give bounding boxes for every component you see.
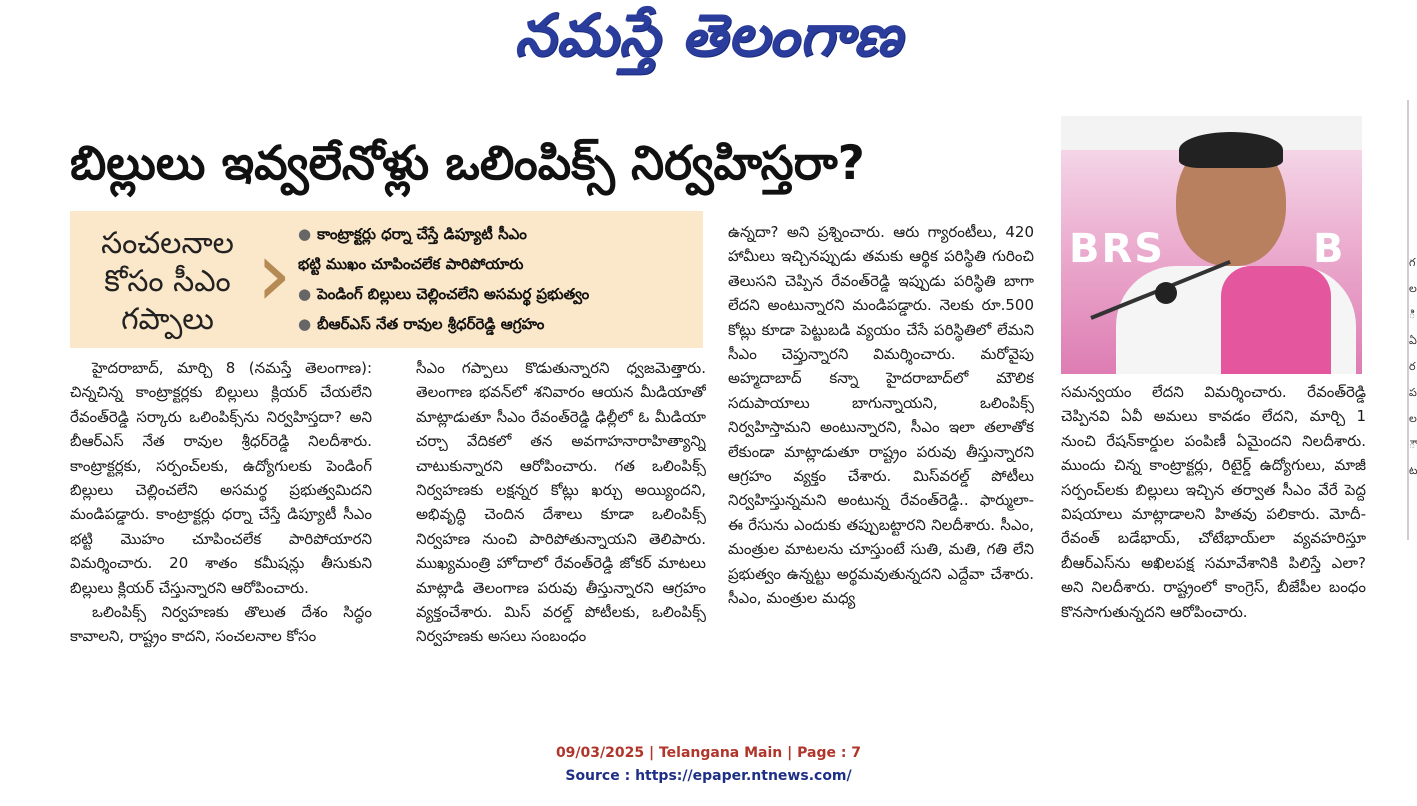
bullet-icon: ●: [298, 285, 312, 303]
strip-glyph: ట: [1409, 464, 1417, 477]
summary-box: [70, 211, 703, 348]
article-photo: [1061, 116, 1362, 374]
paragraph: ఉన్నదా? అని ప్రశ్నించారు. ఆరు గ్యారంటీలు, 420 హామీలు ఇచ్చినప్పుడు తమకు ఆర్థిక పరిస్థితి గురించి తెలుసని చెప్పిన రేవంత్‌రెడ్డి ఇప్పుడు పరిస్థితి బాగా లేదని అంటున్నారని మండిపడ్డారు. నెలకు రూ.500 కోట్లు కూడా పెట్టుబడి వ్యయం చేసే పరిస్థితిలో లేమని సీఎం చెప్తున్నారని విమర్శించారు. మరోవైపు అహ్మదాబాద్ కన్నా హైదరాబాద్‌లో మౌలిక సదుపాయాలు బాగున్నాయని, ఒలింపిక్స్ నిర్వహిస్తామని అంటున్నారని, సీఎం ఇలా తలాతోక లేకుండా మాట్లాడుతూ రాష్ట్రం పరువు తీస్తున్నారని ఆగ్రహం వ్యక్తం చేశారు. మిస్‌వరల్డ్ పోటీలు నిర్వహిస్తున్నమని అంటున్న రేవంత్‌రెడ్డి.. ఫార్ములా- ఈ రేసును ఎందుకు తప్పుబట్టారని నిలదీశారు. సీఎం, మంత్రుల మాటలను చూస్తుంటే సుతి, మతి, గతి లేని ప్రభుత్వం ఉన్నట్టు అర్థమవుతున్నదని ఎద్దేవా చేశారు. సీఎం, మంత్రుల మధ్య: [728, 223, 1034, 608]
summary-point-text: భట్టి ముఖం చూపించలేక పారిపోయారు: [298, 255, 524, 273]
masthead-logo: నమస్తే తెలంగాణ: [514, 0, 903, 69]
footer-edition-info: 09/03/2025 | Telangana Main | Page : 7: [555, 745, 862, 761]
strip-glyph: గ: [1409, 256, 1416, 269]
person-scarf: [1221, 266, 1331, 374]
footer-source-link[interactable]: Source : https://epaper.ntnews.com/: [565, 768, 852, 784]
summary-point-text: కాంట్రాక్టర్లు ధర్నా చేస్తే డిప్యూటీ సీఎం: [317, 225, 527, 243]
article-headline: బిల్లులు ఇవ్వలేనోళ్లు ఒలింపిక్స్ నిర్వహిస్తరా?: [70, 136, 865, 191]
article-column-1: [70, 356, 372, 722]
photo-brs-text-right: B: [1313, 226, 1344, 272]
paragraph: సమన్వయం లేదని విమర్శించారు. రేవంత్‌రెడ్డి చెప్పినవి ఏవీ అమలు కావడం లేదని, మార్చి 1 నుంచి రేషన్‌కార్డుల పంపిణీ ఏమైందని నిలదీశారు. ముందు చిన్న కాంట్రాక్టర్లు, రిటైర్డ్ ఉద్యోగులు, మాజీ సర్పంచ్‌లకు బిల్లులు ఇచ్చిన తర్వాత సీఎం వేరే పెద్ద విషయాలు మాట్లాడాలని హితవు పలికారు. మోదీ- రేవంత్ బడేభాయ్, చోటేభాయ్‌లా వ్యవహరిస్తూ బీఆర్ఎస్‌ను అఖిలపక్ష సమావేశానికి పిలిస్తే ఎలా? అని నిలదీశారు. రాష్ట్రంలో కాంగ్రెస్, బీజేపీల బంధం కొనసాగుతున్నదని ఆరోపించారు.: [1061, 383, 1366, 621]
strip-glyph: ల: [1409, 412, 1417, 425]
paragraph: సీఎం గప్పాలు కొడుతున్నారని ధ్వజమెత్తారు. తెలంగాణ భవన్‌లో శనివారం ఆయన మీడియాతో మాట్లాడుతూ సీఎం రేవంత్‌రెడ్డి ఢిల్లీలో ఓ మీడియా చర్చా వేదికలో తన అవగాహనారాహిత్యాన్ని చాటుకున్నారని ఆరోపించారు. గత ఒలింపిక్స్ నిర్వహణకు లక్షన్నర కోట్లు ఖర్చు అయ్యిందని, అభివృద్ధి చెందిన దేశాలు కూడా ఒలింపిక్స్ నిర్వహణ నుంచి పారిపోతున్నాయని తెలిపారు. ముఖ్యమంత్రి హోదాలో రేవంత్‌రెడ్డి జోకర్ మాటలు మాట్లాడి తెలంగాణ పరువు తీస్తున్నారని ఆగ్రహం వ్యక్తంచేశారు. మిస్ వరల్డ్ పోటీలకు, ఒలింపిక్స్ నిర్వహణకు అసలు సంబంధం: [416, 359, 706, 646]
strip-glyph: ప: [1409, 386, 1417, 399]
summary-point: [298, 279, 698, 309]
summary-lead-line: గప్పాలు: [121, 302, 214, 337]
summary-point: [298, 309, 698, 339]
article-column-4: [1061, 380, 1366, 722]
person-hair: [1179, 132, 1283, 168]
paragraph: హైదరాబాద్, మార్చి 8 (నమస్తే తెలంగాణ): చిన్నచిన్న కాంట్రాక్టర్లకు బిల్లులు క్లియర్ చేయలేని రేవంత్‌రెడ్డి సర్కారు ఒలింపిక్స్‌ను నిర్వహిస్తదా? అని బీఆర్ఎస్ నేత రావుల శ్రీధర్‌రెడ్డి నిలదీశారు. కాంట్రాక్టర్లకు, సర్పంచ్‌లకు, ఉద్యోగులకు పెండింగ్ బిల్లులు చెల్లించలేని అసమర్థ ప్రభుత్వమిదని మండిపడ్డారు. కాంట్రాక్టర్లు ధర్నా చేస్తే డిప్యూటీ సీఎం భట్టి మొహం చూపించలేక పారిపోయారని విమర్శించారు. 20 శాతం కమీషన్లు తీసుకుని బిల్లులు క్లియర్ చేస్తున్నారని ఆరోపించారు.: [70, 359, 372, 597]
summary-points: [298, 219, 698, 339]
summary-lead-line: కోసం సీఎం: [104, 264, 231, 299]
article-column-2: [416, 356, 706, 722]
summary-point: [298, 219, 698, 249]
summary-point: [298, 249, 698, 279]
bullet-icon: ●: [298, 315, 312, 333]
page-footer: [0, 742, 1417, 788]
strip-glyph: ల: [1409, 282, 1417, 295]
strip-glyph: ౌ: [1409, 438, 1416, 451]
bullet-icon: ●: [298, 225, 312, 243]
strip-glyph: ర: [1409, 360, 1416, 373]
photo-brs-text-left: BRS: [1069, 226, 1166, 272]
summary-point-text: బీఆర్ఎస్ నేత రావుల శ్రీధర్‌రెడ్డి ఆగ్రహం: [317, 315, 545, 333]
masthead: [0, 0, 1417, 84]
summary-point-text: పెండింగ్ బిల్లులు చెల్లించలేని అసమర్థ ప్రభుత్వం: [317, 285, 590, 303]
summary-lead-line: సంచలనాల: [101, 226, 234, 261]
article-column-3: [728, 220, 1034, 720]
paragraph: ఒలింపిక్స్ నిర్వహణకు తొలుత దేశం సిద్ధం కావాలని, రాష్ట్రం కాదని, సంచలనాల కోసం: [70, 603, 372, 646]
strip-glyph: ఏ: [1409, 334, 1417, 347]
microphone-icon: [1155, 282, 1177, 304]
strip-glyph: ి: [1409, 308, 1416, 321]
adjacent-article-strip: [1409, 250, 1417, 550]
summary-lead: [80, 225, 255, 339]
chevron-right-icon: ›: [256, 222, 292, 327]
